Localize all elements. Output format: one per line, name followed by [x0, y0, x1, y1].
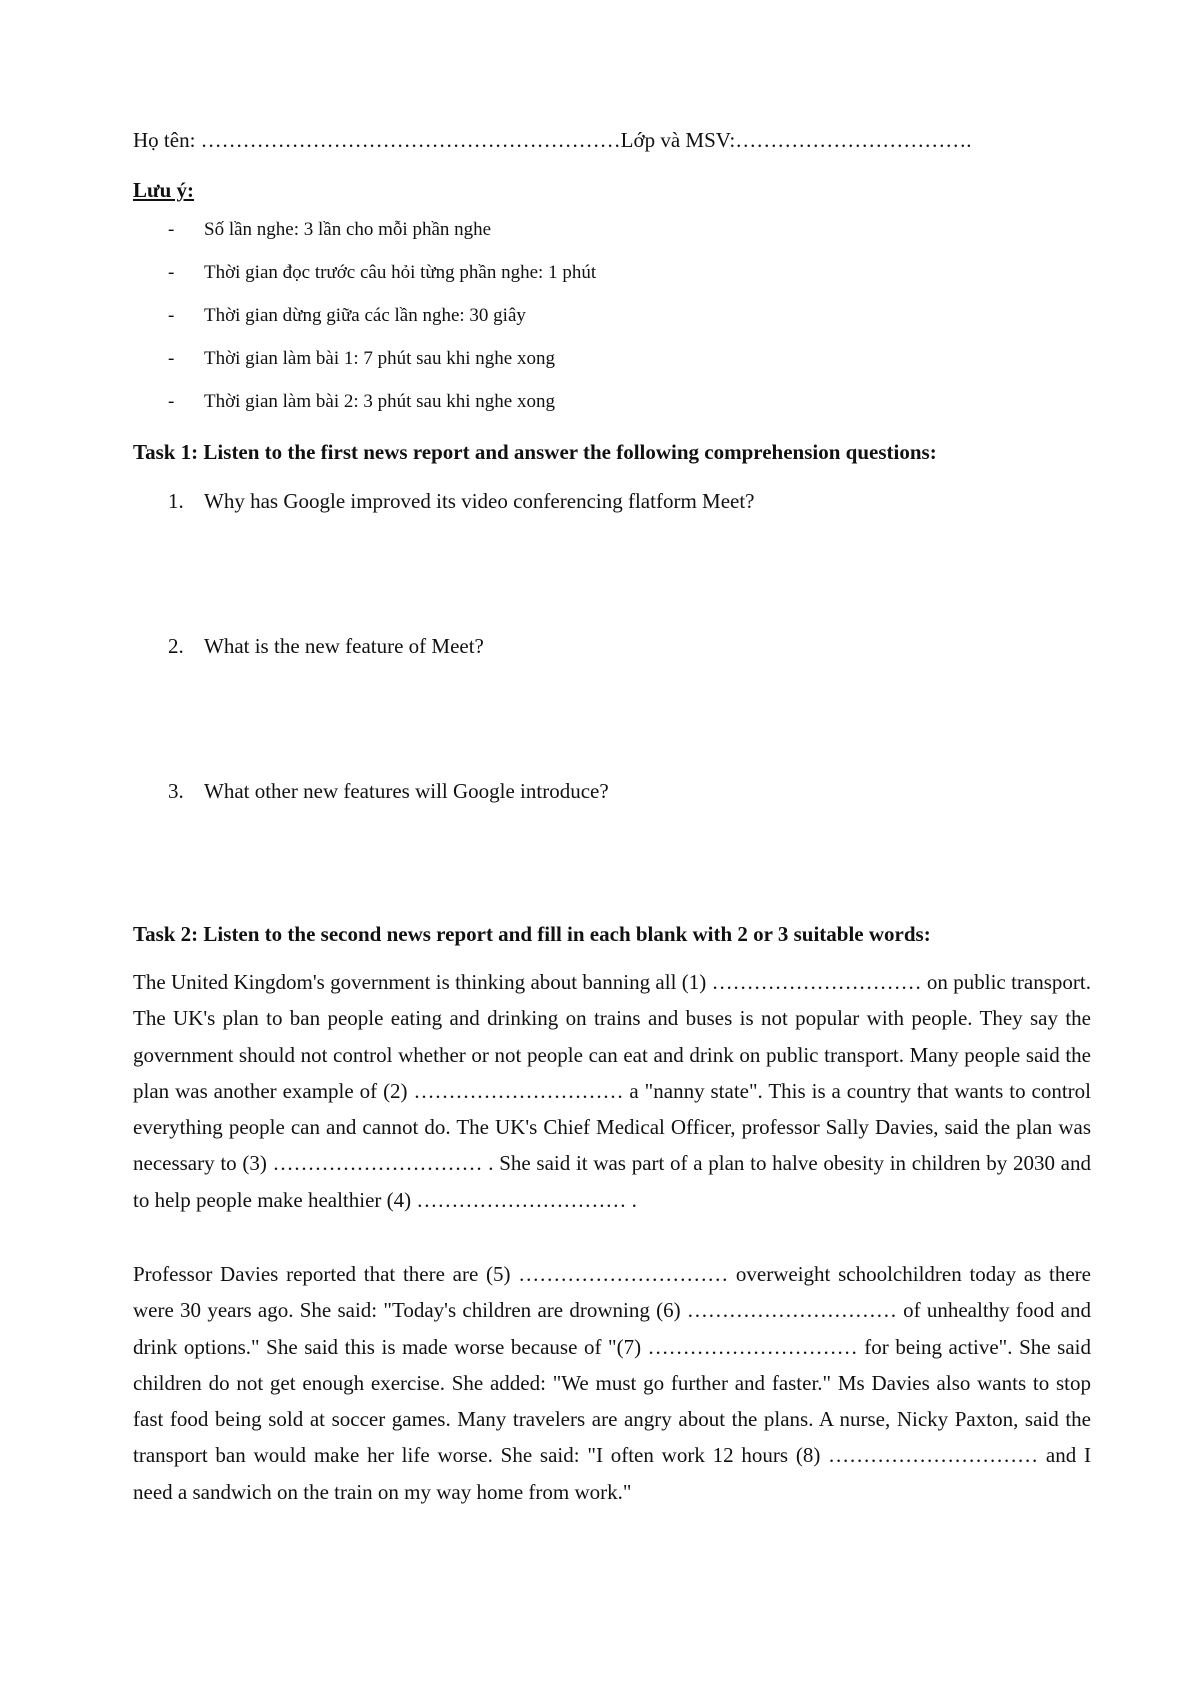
- question-number: 2.: [168, 634, 184, 658]
- list-item: [168, 263, 596, 306]
- bullet-dash: -: [168, 305, 175, 326]
- note-text: Thời gian đọc trước câu hỏi từng phần nghe: 1 phút: [204, 262, 597, 283]
- note-text: Thời gian làm bài 1: 7 phút sau khi nghe xong: [204, 348, 555, 369]
- bullet-dash: -: [168, 262, 175, 283]
- note-text: Thời gian dừng giữa các lần nghe: 30 giây: [204, 305, 526, 326]
- question-number: 3.: [168, 779, 184, 803]
- question-text: Why has Google improved its video conferencing flatform Meet?: [204, 489, 755, 513]
- notes-list: [168, 220, 596, 435]
- bullet-dash: -: [168, 348, 175, 369]
- bullet-dash: -: [168, 391, 175, 412]
- bullet-dash: -: [168, 219, 175, 240]
- task1-heading: Task 1: Listen to the first news report and answer the following comprehension questions:: [133, 440, 937, 464]
- question-number: 1.: [168, 489, 184, 513]
- notes-title: Lưu ý:: [133, 178, 195, 202]
- task2-paragraph-1: The United Kingdom's government is thinking about banning all (1) ………………………… on public transport. The UK's plan to ban people eating and drinking on trains and buses is not popular with people. They say the government should not control whether or not people can eat and drink on public transport. Many people said the plan was another example of (2) ………………………… a "nanny state". This is a country that wants to control everything people can and cannot do. The UK's Chief Medical Officer, professor Sally Davies, said the plan was necessary to (3) ………………………… . She said it was part of a plan to halve obesity in children by 2030 and to help people make healthier (4) ………………………… .: [133, 970, 1091, 1212]
- list-item: [168, 306, 596, 349]
- name-class-id-line: Họ tên: ……………………………………………………Lớp và MSV:…………………………….: [133, 128, 972, 152]
- list-item: [168, 349, 596, 392]
- task2-paragraph-2: Professor Davies reported that there are (5) ………………………… overweight schoolchildren today as there were 30 years ago. She said: "Today's children are drowning (6) ………………………… of unhealthy food and drink options." She said this is made worse because of "(7) ………………………… for being active". She said children do not get enough exercise. She added: "We must go further and faster." Ms Davies also wants to stop fast food being sold at soccer games. Many travelers are angry about the plans. A nurse, Nicky Paxton, said the transport ban would make her life worse. She said: "I often work 12 hours (8) ………………………… and I need a sandwich on the train on my way home from work.": [133, 1262, 1091, 1504]
- question-text: What is the new feature of Meet?: [204, 634, 484, 658]
- note-text: Số lần nghe: 3 lần cho mỗi phần nghe: [204, 219, 492, 240]
- note-text: Thời gian làm bài 2: 3 phút sau khi nghe xong: [204, 391, 555, 412]
- list-item: [168, 220, 596, 263]
- list-item: [168, 392, 596, 435]
- question-text: What other new features will Google introduce?: [204, 779, 609, 803]
- task2-heading: Task 2: Listen to the second news report and fill in each blank with 2 or 3 suitable words:: [133, 922, 931, 946]
